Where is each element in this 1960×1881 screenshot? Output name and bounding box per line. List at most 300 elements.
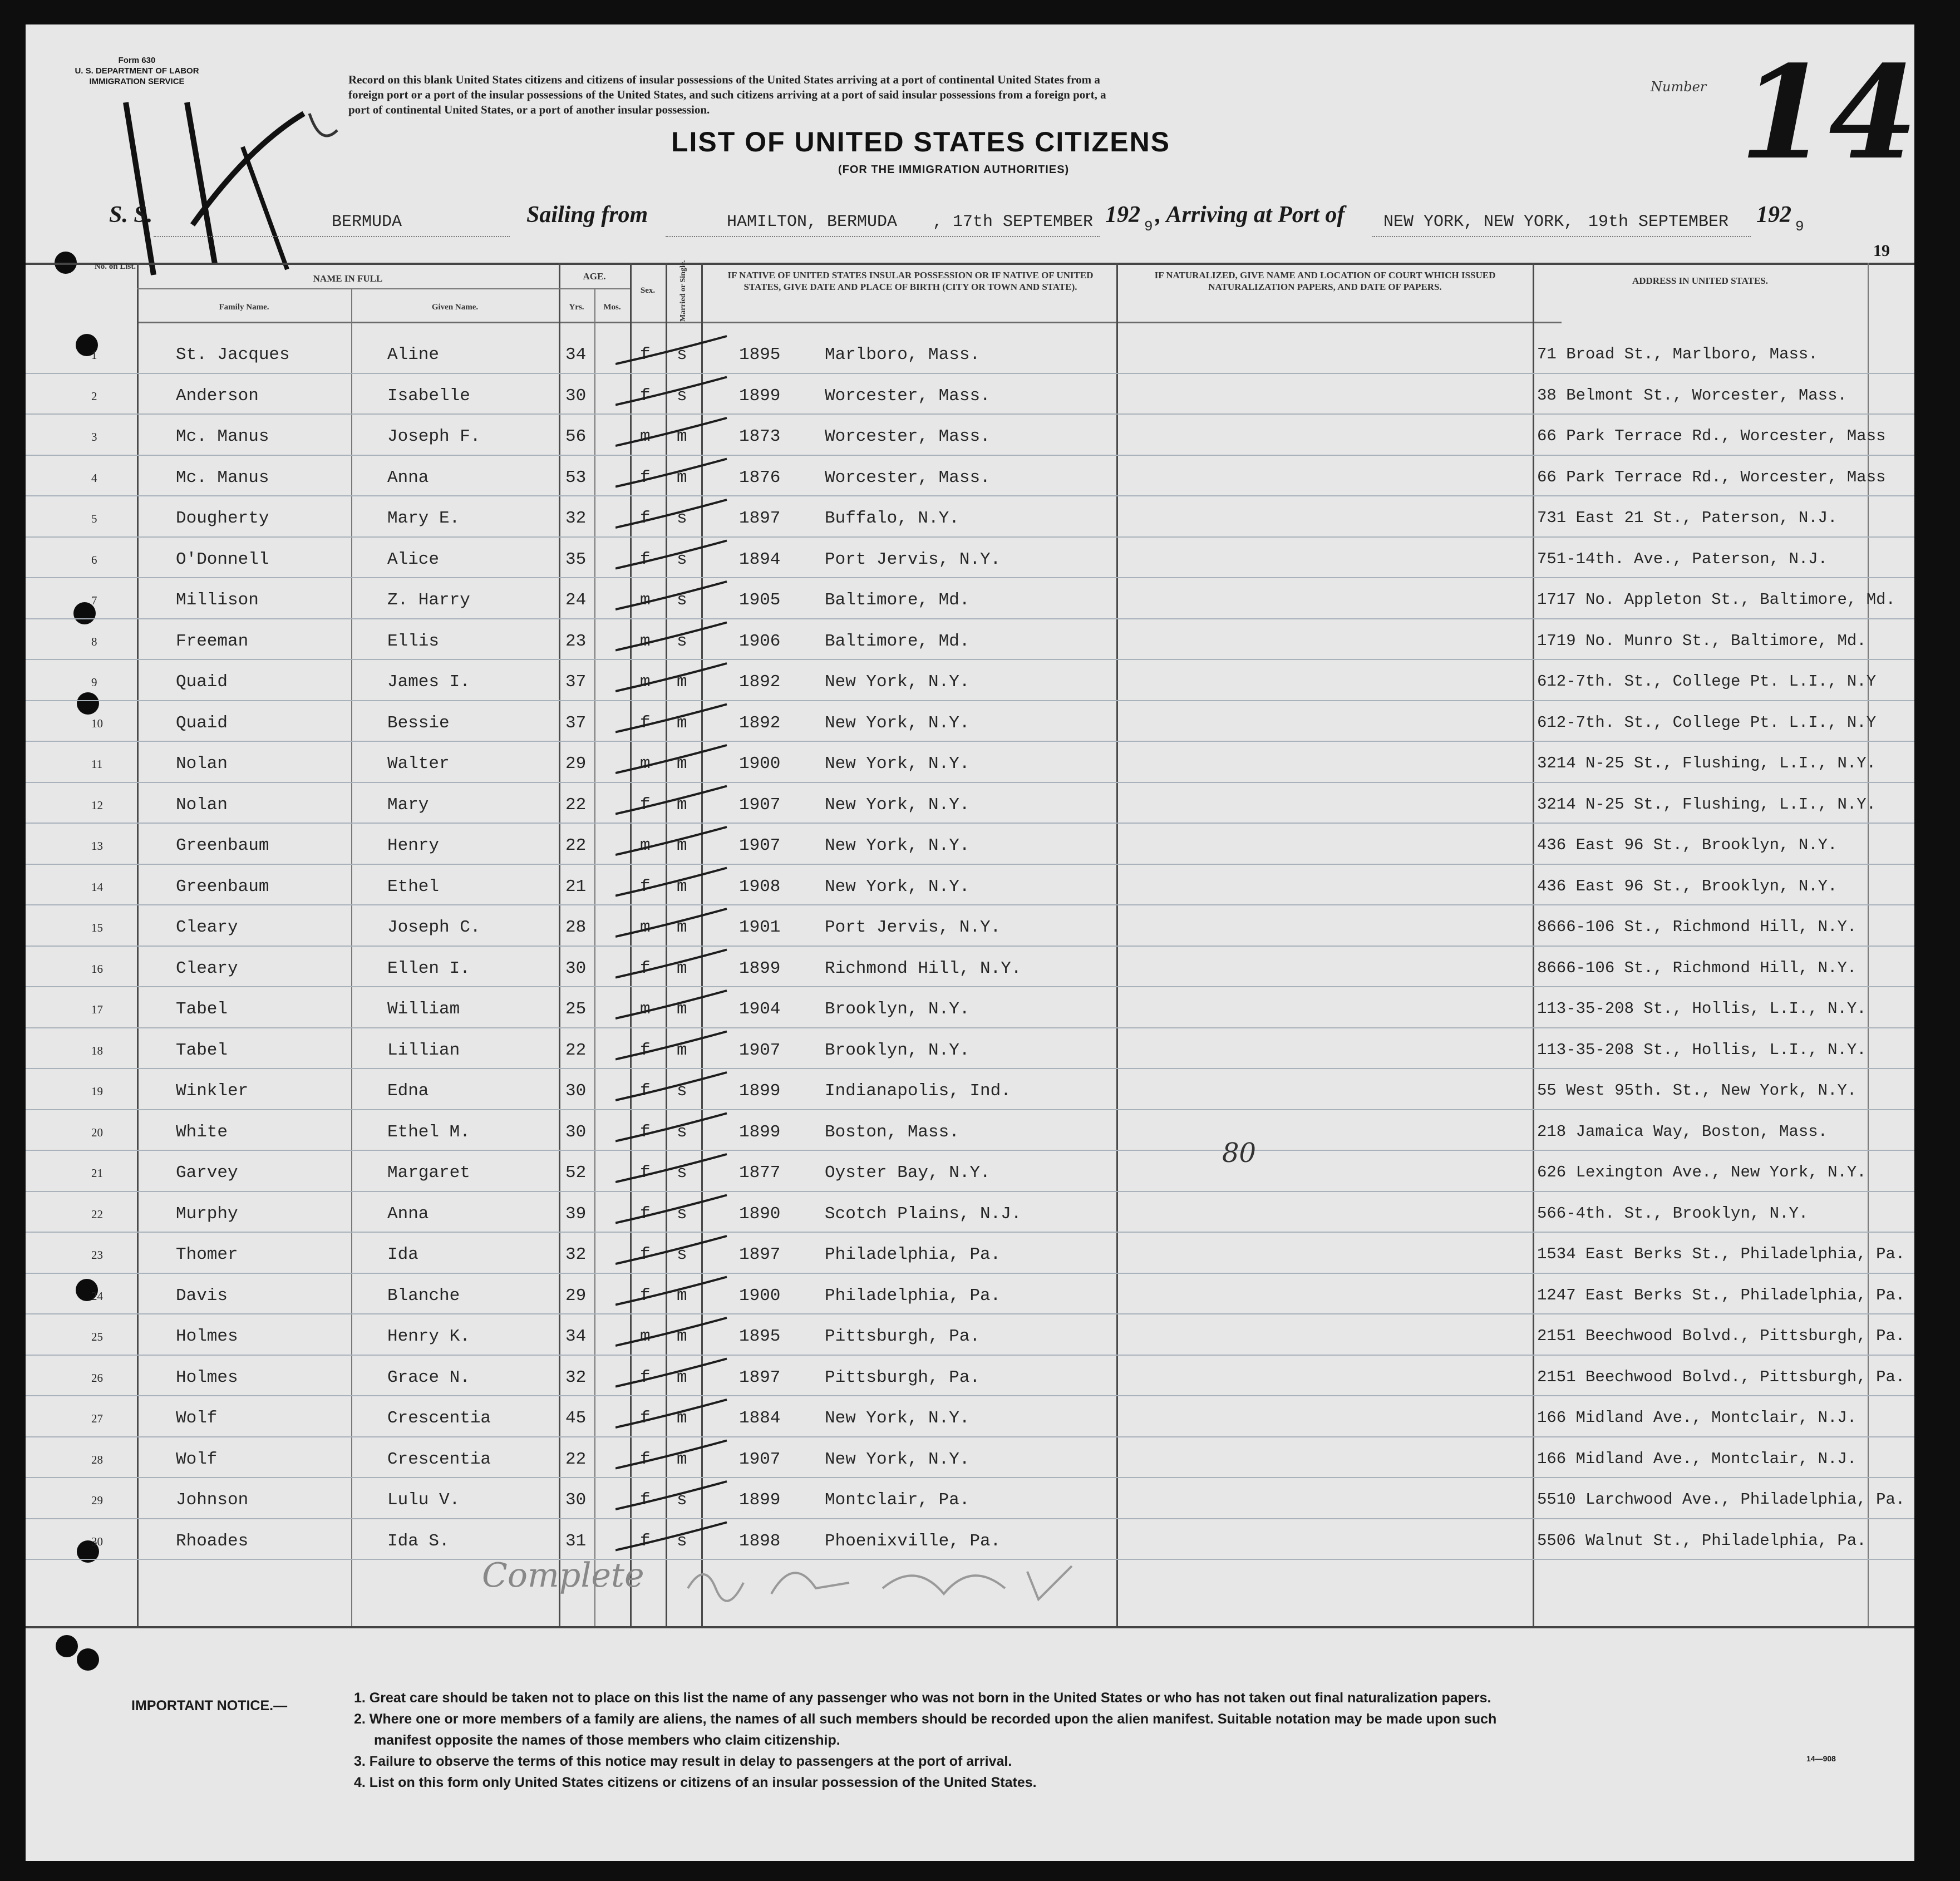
marital-status-cell: m: [677, 999, 687, 1019]
sex-cell: f: [640, 1245, 651, 1264]
address-cell: 612-7th. St., College Pt. L.I., N.Y: [1537, 672, 1877, 691]
marital-status-cell: s: [677, 509, 687, 528]
header-address: ADDRESS IN UNITED STATES.: [1632, 275, 1769, 286]
handwritten-check-marks-icon: [615, 325, 805, 1583]
marital-status-cell: m: [677, 1327, 687, 1346]
form-number: Form 630: [118, 56, 156, 65]
family-name-cell: O'Donnell: [176, 549, 269, 569]
given-name-cell: Joseph C.: [387, 918, 481, 937]
marital-status-cell: s: [677, 631, 687, 651]
sex-cell: m: [640, 427, 651, 446]
record-line: foreign port or a port of the insular possessions of the United States, and such citizens arriving at a port of said insular possessions from a foreign port, a: [348, 87, 1106, 101]
birth-place-cell: New York, N.Y.: [825, 1449, 970, 1469]
given-name-cell: James I.: [387, 672, 470, 692]
age-cell: 52: [565, 1163, 587, 1183]
check-stroke: [615, 1318, 727, 1346]
row-number: 1: [91, 348, 97, 362]
row-number: 25: [91, 1330, 103, 1343]
family-name-cell: Tabel: [176, 999, 228, 1019]
arriving-date: 19th SEPTEMBER: [1588, 213, 1729, 232]
notice-item: manifest opposite the names of those members who claim citizenship.: [374, 1732, 840, 1748]
address-cell: 166 Midland Ave., Montclair, N.J.: [1537, 1409, 1857, 1427]
given-name-cell: Henry: [387, 836, 440, 855]
sex-cell: f: [640, 958, 651, 978]
birth-year-cell: 1905: [739, 590, 781, 610]
row-number: 8: [91, 634, 97, 648]
table-row: [26, 1274, 1914, 1314]
sex-cell: m: [640, 836, 651, 855]
check-stroke: [615, 1523, 727, 1550]
row-number: 2: [91, 389, 97, 403]
header-divider: [137, 322, 1562, 323]
table-row: [26, 865, 1914, 905]
birth-place-cell: Philadelphia, Pa.: [825, 1286, 1001, 1306]
birth-year-cell: 1873: [739, 427, 781, 446]
age-cell: 24: [565, 590, 587, 610]
age-cell: 28: [565, 918, 587, 937]
age-cell: 56: [565, 427, 587, 446]
ship-name: BERMUDA: [332, 213, 402, 232]
birth-year-cell: 1907: [739, 1449, 781, 1469]
check-stroke: [615, 1154, 727, 1182]
age-cell: 45: [565, 1409, 587, 1428]
check-stroke: [615, 1195, 727, 1223]
sex-cell: f: [640, 1409, 651, 1428]
birth-year-cell: 1906: [739, 631, 781, 651]
age-cell: 23: [565, 631, 587, 651]
check-stroke: [615, 418, 727, 446]
marital-status-cell: m: [677, 467, 687, 488]
birth-year-cell: 1907: [739, 836, 781, 855]
birth-year-cell: 1901: [739, 918, 781, 937]
row-number: 3: [91, 430, 97, 444]
check-stroke: [615, 1359, 727, 1387]
address-cell: 3214 N-25 St., Flushing, L.I., N.Y.: [1537, 754, 1877, 772]
check-stroke: [615, 500, 727, 528]
header-name-in-full: NAME IN FULL: [313, 273, 383, 284]
notice-item: 2. Where one or more members of a family are aliens, the names of all such members should be recorded upon the alien manifest. Suitable notation may be made upon such: [354, 1711, 1497, 1727]
family-name-cell: White: [176, 1122, 228, 1142]
row-number: 6: [91, 553, 97, 567]
row-number: 20: [91, 1125, 103, 1139]
age-cell: 22: [565, 1040, 587, 1060]
page-year-fragment: 19: [1873, 242, 1890, 260]
row-number: 10: [91, 716, 103, 730]
page-title: LIST OF UNITED STATES CITIZENS: [671, 126, 1171, 157]
notice-item: 1. Great care should be taken not to place on this list the name of any passenger who was not born in the United States or who has not taken out final naturalization papers.: [354, 1690, 1491, 1706]
sex-cell: m: [640, 590, 651, 610]
birth-year-cell: 1908: [739, 877, 781, 897]
given-name-cell: Crescentia: [387, 1409, 491, 1428]
row-number: 18: [91, 1043, 103, 1057]
age-cell: 21: [565, 877, 587, 897]
row-number: 26: [91, 1371, 103, 1385]
age-cell: 30: [565, 1490, 587, 1510]
check-stroke: [615, 541, 727, 569]
record-line: Record on this blank United States citizens and citizens of insular possessions of the United States arriving at a port of continental United States from a: [348, 73, 1100, 86]
arriving-label: , Arriving at Port of: [1155, 202, 1345, 228]
header-naturalized: IF NATURALIZED, GIVE NAME AND LOCATION OF COURT WHICH ISSUED NATURALIZATION PAPERS, AND DATE OF PAPERS.: [1154, 270, 1496, 293]
birth-place-cell: New York, N.Y.: [825, 713, 970, 733]
age-cell: 30: [565, 386, 587, 406]
given-name-cell: Aline: [387, 345, 440, 365]
sex-cell: f: [640, 1490, 651, 1510]
sex-cell: f: [640, 1367, 651, 1387]
address-cell: 1534 East Berks St., Philadelphia, Pa.: [1537, 1245, 1905, 1263]
handwritten-count: 80: [1222, 1138, 1257, 1169]
birth-year-cell: 1899: [739, 386, 781, 406]
row-number: 5: [91, 512, 97, 525]
birth-place-cell: Marlboro, Mass.: [825, 345, 981, 365]
check-stroke: [615, 377, 727, 405]
given-name-cell: Bessie: [387, 713, 450, 733]
address-cell: 166 Midland Ave., Montclair, N.J.: [1537, 1449, 1857, 1468]
sex-cell: f: [640, 795, 651, 815]
service-name: IMMIGRATION SERVICE: [89, 76, 185, 86]
birth-year-cell: 1892: [739, 713, 781, 733]
check-stroke: [615, 705, 727, 732]
address-cell: 3214 N-25 St., Flushing, L.I., N.Y.: [1537, 795, 1877, 814]
address-cell: 2151 Beechwood Bolvd., Pittsburgh, Pa.: [1537, 1327, 1905, 1345]
marital-status-cell: s: [677, 386, 687, 406]
birth-place-cell: Indianapolis, Ind.: [825, 1081, 1011, 1101]
check-stroke: [615, 991, 727, 1018]
sex-cell: f: [640, 386, 651, 406]
birth-year-cell: 1900: [739, 1286, 781, 1306]
age-cell: 30: [565, 1081, 587, 1101]
given-name-cell: Z. Harry: [387, 590, 470, 610]
given-name-cell: Mary E.: [387, 509, 460, 528]
address-cell: 38 Belmont St., Worcester, Mass.: [1537, 386, 1847, 405]
address-cell: 436 East 96 St., Brooklyn, N.Y.: [1537, 877, 1838, 895]
row-number: 4: [91, 471, 97, 485]
header-yrs: Yrs.: [569, 303, 584, 312]
birth-year-cell: 1897: [739, 1367, 781, 1387]
sex-cell: f: [640, 1081, 651, 1101]
birth-place-cell: Worcester, Mass.: [825, 467, 991, 488]
table-row: [26, 783, 1914, 824]
fill-line: [154, 236, 510, 237]
birth-year-cell: 1884: [739, 1409, 781, 1428]
table-row: [26, 905, 1914, 946]
table-row: [26, 1110, 1914, 1151]
address-cell: 566-4th. St., Brooklyn, N.Y.: [1537, 1204, 1809, 1223]
given-name-cell: William: [387, 999, 460, 1019]
given-name-cell: Anna: [387, 1204, 429, 1224]
form-code: 14—908: [1806, 1754, 1836, 1763]
notice-heading: IMPORTANT NOTICE.—: [131, 1698, 288, 1713]
family-name-cell: Mc. Manus: [176, 467, 269, 488]
table-row: [26, 374, 1914, 415]
sex-cell: f: [640, 1531, 651, 1551]
sex-cell: m: [640, 999, 651, 1019]
given-name-cell: Walter: [387, 754, 450, 774]
header-mos: Mos.: [603, 303, 621, 312]
birth-place-cell: Worcester, Mass.: [825, 386, 991, 406]
family-name-cell: Johnson: [176, 1490, 249, 1510]
birth-place-cell: Phoenixville, Pa.: [825, 1531, 1001, 1551]
family-name-cell: Winkler: [176, 1081, 249, 1101]
address-cell: 1717 No. Appleton St., Baltimore, Md.: [1537, 590, 1895, 609]
row-number: 23: [91, 1248, 103, 1262]
notice-item: 4. List on this form only United States citizens or citizens of an insular possession of the United States.: [354, 1775, 1037, 1790]
birth-year-cell: 1900: [739, 754, 781, 774]
marital-status-cell: s: [677, 1490, 687, 1510]
sailing-from-port: HAMILTON, BERMUDA: [727, 213, 898, 232]
row-number: 16: [91, 962, 103, 976]
passenger-table: [26, 333, 1914, 1582]
family-name-cell: Greenbaum: [176, 877, 269, 897]
sailing-from-label: Sailing from: [526, 202, 648, 228]
marital-status-cell: m: [677, 1040, 687, 1060]
row-number: 12: [91, 798, 103, 812]
table-row: [26, 578, 1914, 619]
punch-hole: [77, 1648, 99, 1671]
handwritten-list-number: 14: [1740, 38, 1918, 188]
table-row: [26, 660, 1914, 701]
given-name-cell: Ellis: [387, 631, 440, 651]
row-number: 28: [91, 1452, 103, 1466]
row-number: 29: [91, 1494, 103, 1507]
row-number: 21: [91, 1166, 103, 1180]
age-cell: 37: [565, 713, 587, 733]
check-stroke: [615, 459, 727, 487]
sex-cell: f: [640, 1449, 651, 1469]
sex-cell: f: [640, 1163, 651, 1183]
sex-cell: f: [640, 877, 651, 897]
birth-year-cell: 1899: [739, 958, 781, 978]
age-cell: 31: [565, 1531, 587, 1551]
marital-status-cell: s: [677, 1204, 687, 1224]
check-stroke: [615, 909, 727, 937]
given-name-cell: Crescentia: [387, 1449, 491, 1469]
row-number: 17: [91, 1003, 103, 1016]
sex-cell: m: [640, 631, 651, 651]
table-row: [26, 1028, 1914, 1069]
table-row: [26, 456, 1914, 496]
table-row: [26, 742, 1914, 782]
birth-year-cell: 1907: [739, 1040, 781, 1060]
check-stroke: [615, 623, 727, 651]
birth-year-cell: 1894: [739, 549, 781, 569]
birth-place-cell: Boston, Mass.: [825, 1122, 959, 1142]
given-name-cell: Alice: [387, 549, 440, 569]
address-cell: 113-35-208 St., Hollis, L.I., N.Y.: [1537, 1040, 1867, 1059]
given-name-cell: Lillian: [387, 1040, 460, 1060]
notice-body: [354, 1687, 1890, 1793]
header-age: AGE.: [583, 271, 606, 282]
family-name-cell: Nolan: [176, 754, 228, 774]
birth-place-cell: Brooklyn, N.Y.: [825, 1040, 970, 1060]
given-name-cell: Ethel M.: [387, 1122, 470, 1142]
sex-cell: f: [640, 509, 651, 528]
age-cell: 53: [565, 467, 587, 488]
check-stroke: [615, 1481, 727, 1509]
sex-cell: m: [640, 918, 651, 937]
table-row: [26, 1233, 1914, 1273]
handwritten-checkmark-icon: [104, 80, 360, 292]
family-name-cell: Cleary: [176, 918, 238, 937]
birth-place-cell: Baltimore, Md.: [825, 631, 970, 651]
table-row: [26, 947, 1914, 987]
address-cell: 5510 Larchwood Ave., Philadelphia, Pa.: [1537, 1490, 1905, 1509]
given-name-cell: Margaret: [387, 1163, 470, 1183]
department-name: U. S. DEPARTMENT OF LABOR: [75, 66, 199, 76]
family-name-cell: Holmes: [176, 1367, 238, 1387]
check-stroke: [615, 663, 727, 691]
age-cell: 32: [565, 1245, 587, 1264]
family-name-cell: Thomer: [176, 1245, 238, 1264]
address-cell: 113-35-208 St., Hollis, L.I., N.Y.: [1537, 999, 1867, 1018]
family-name-cell: Tabel: [176, 1040, 228, 1060]
address-cell: 731 East 21 St., Paterson, N.J.: [1537, 509, 1838, 527]
sex-cell: f: [640, 1122, 651, 1142]
birth-year-cell: 1899: [739, 1122, 781, 1142]
family-name-cell: Anderson: [176, 386, 259, 406]
given-name-cell: Ida S.: [387, 1531, 450, 1551]
family-name-cell: Wolf: [176, 1449, 218, 1469]
sex-cell: f: [640, 1286, 651, 1306]
table-row: [26, 619, 1914, 660]
table-row: [26, 1356, 1914, 1396]
check-stroke: [615, 1441, 727, 1469]
family-name-cell: Davis: [176, 1286, 228, 1306]
family-name-cell: St. Jacques: [176, 345, 290, 365]
header-no-on-list: No. on List.: [94, 262, 136, 271]
age-cell: 29: [565, 754, 587, 774]
address-cell: 55 West 95th. St., New York, N.Y.: [1537, 1081, 1857, 1100]
header-family-name: Family Name.: [219, 303, 269, 312]
birth-place-cell: New York, N.Y.: [825, 754, 970, 774]
address-cell: 66 Park Terrace Rd., Worcester, Mass: [1537, 427, 1886, 445]
marital-status-cell: s: [677, 1531, 687, 1551]
table-top-border: [26, 263, 1914, 265]
family-name-cell: Murphy: [176, 1204, 238, 1224]
birth-place-cell: Buffalo, N.Y.: [825, 509, 959, 528]
marital-status-cell: m: [677, 958, 687, 978]
given-name-cell: Joseph F.: [387, 427, 481, 446]
family-name-cell: Quaid: [176, 713, 228, 733]
family-name-cell: Mc. Manus: [176, 427, 269, 446]
sex-cell: f: [640, 1040, 651, 1060]
birth-year-cell: 1876: [739, 467, 781, 488]
sailing-date: , 17th SEPTEMBER: [933, 213, 1094, 232]
age-cell: 25: [565, 999, 587, 1019]
marital-status-cell: m: [677, 1367, 687, 1387]
address-cell: 8666-106 St., Richmond Hill, N.Y.: [1537, 958, 1857, 977]
table-row: [26, 1151, 1914, 1191]
birth-year-cell: 1877: [739, 1163, 781, 1183]
check-stroke: [615, 1032, 727, 1060]
given-name-cell: Ethel: [387, 877, 440, 897]
arrival-year-digit: 9: [1795, 218, 1804, 235]
given-name-cell: Grace N.: [387, 1367, 470, 1387]
birth-place-cell: New York, N.Y.: [825, 795, 970, 815]
marital-status-cell: m: [677, 1409, 687, 1428]
family-name-cell: Dougherty: [176, 509, 269, 528]
marital-status-cell: m: [677, 754, 687, 774]
check-stroke: [615, 786, 727, 814]
sex-cell: f: [640, 345, 651, 365]
address-cell: 1719 No. Munro St., Baltimore, Md.: [1537, 631, 1867, 650]
check-stroke: [615, 582, 727, 609]
birth-year-cell: 1897: [739, 509, 781, 528]
number-label: Number: [1651, 79, 1707, 95]
given-name-cell: Blanche: [387, 1286, 460, 1306]
birth-year-cell: 1892: [739, 672, 781, 692]
fill-line: [1372, 236, 1751, 237]
birth-year-cell: 1899: [739, 1490, 781, 1510]
check-stroke: [615, 1114, 727, 1141]
handwritten-complete: Complete: [482, 1556, 644, 1595]
record-line: port of continental United States, or a port of another insular possession.: [348, 102, 710, 116]
address-cell: 2151 Beechwood Bolvd., Pittsburgh, Pa.: [1537, 1367, 1905, 1386]
check-stroke: [615, 827, 727, 855]
birth-place-cell: Port Jervis, N.Y.: [825, 918, 1001, 937]
table-row: [26, 496, 1914, 537]
table-row: [26, 415, 1914, 455]
given-name-cell: Henry K.: [387, 1327, 470, 1346]
table-row: [26, 1437, 1914, 1478]
family-name-cell: Garvey: [176, 1163, 238, 1183]
birth-place-cell: Montclair, Pa.: [825, 1490, 970, 1510]
address-cell: 612-7th. St., College Pt. L.I., N.Y: [1537, 713, 1877, 732]
table-row: [26, 824, 1914, 864]
family-name-cell: Freeman: [176, 631, 249, 651]
age-cell: 32: [565, 509, 587, 528]
check-stroke: [615, 1400, 727, 1427]
birth-year-cell: 1897: [739, 1245, 781, 1264]
table-row: [26, 1314, 1914, 1355]
family-name-cell: Rhoades: [176, 1531, 249, 1551]
given-name-cell: Ida: [387, 1245, 418, 1264]
marital-status-cell: s: [677, 1163, 687, 1183]
marital-status-cell: m: [677, 795, 687, 815]
table-row: [26, 701, 1914, 742]
address-cell: 71 Broad St., Marlboro, Mass.: [1537, 345, 1818, 363]
age-cell: 22: [565, 795, 587, 815]
marital-status-cell: m: [677, 672, 687, 692]
family-name-cell: Nolan: [176, 795, 228, 815]
row-number: 27: [91, 1412, 103, 1425]
marital-status-cell: m: [677, 877, 687, 897]
row-number: 24: [91, 1289, 103, 1303]
given-name-cell: Isabelle: [387, 386, 470, 406]
row-number: 9: [91, 676, 97, 689]
birth-place-cell: Brooklyn, N.Y.: [825, 999, 970, 1019]
age-cell: 37: [565, 672, 587, 692]
birth-place-cell: Pittsburgh, Pa.: [825, 1327, 981, 1346]
table-row: [26, 1069, 1914, 1110]
marital-status-cell: m: [677, 713, 687, 733]
birth-place-cell: Scotch Plains, N.J.: [825, 1204, 1022, 1224]
row-number: 11: [91, 757, 103, 771]
birth-year-cell: 1907: [739, 795, 781, 815]
birth-year-cell: 1904: [739, 999, 781, 1019]
age-cell: 34: [565, 1327, 587, 1346]
birth-place-cell: Baltimore, Md.: [825, 590, 970, 610]
notice-item: 3. Failure to observe the terms of this notice may result in delay to passengers at the port of arrival.: [354, 1754, 1012, 1769]
family-name-cell: Millison: [176, 590, 259, 610]
age-cell: 29: [565, 1286, 587, 1306]
row-number: 13: [91, 839, 103, 853]
marital-status-cell: s: [677, 549, 687, 569]
fill-line: [666, 236, 1100, 237]
address-cell: 436 East 96 St., Brooklyn, N.Y.: [1537, 836, 1838, 854]
check-stroke: [615, 1072, 727, 1100]
table-row: [26, 1478, 1914, 1519]
birth-place-cell: New York, N.Y.: [825, 672, 970, 692]
